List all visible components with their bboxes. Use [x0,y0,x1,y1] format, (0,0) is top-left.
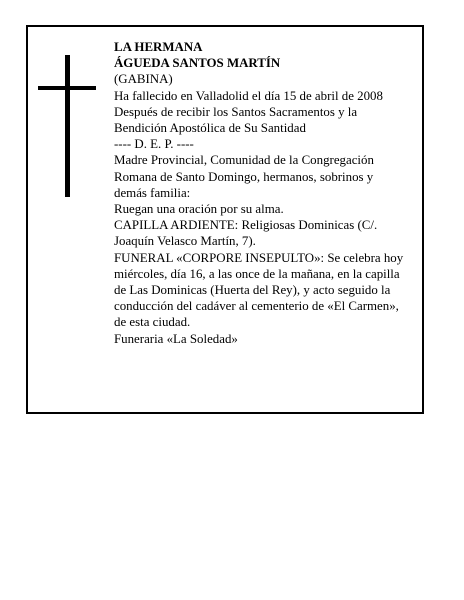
family-line-3: demás familia: [114,185,191,200]
family-line-1: Madre Provincial, Comunidad de la Congregación [114,153,374,168]
obituary-text [114,39,420,347]
funeral-line-3: de Las Dominicas (Huerta del Rey), y acto seguido la [114,283,391,298]
funeral-line-2: miércoles, día 16, a las once de la mañana, en la capilla [114,266,400,281]
death-date-line: Ha fallecido en Valladolid el día 15 de abril de 2008 [114,88,383,103]
chapel-line-1: CAPILLA ARDIENTE: Religiosas Dominicas (C/. [114,218,378,233]
cross-horizontal-bar [38,86,96,90]
cross-icon [38,55,96,197]
sacraments-line-2: Bendición Apostólica de Su Santidad [114,121,306,136]
cross-vertical-bar [65,55,70,197]
prayer-request-line: Ruegan una oración por su alma. [114,202,284,217]
funeral-line-1: FUNERAL «CORPORE INSEPULTO»: Se celebra hoy [114,250,404,265]
family-line-2: Romana de Santo Domingo, hermanos, sobrinos y [114,169,374,184]
sacraments-line-1: Después de recibir los Santos Sacramentos y la [114,104,358,119]
deceased-alias: (GABINA) [114,72,173,87]
funeral-line-5: de esta ciudad. [114,315,191,330]
chapel-line-2: Joaquín Velasco Martín, 7). [114,234,256,249]
deceased-name: ÁGUEDA SANTOS MARTÍN [114,56,281,71]
rip-line: ---- D. E. P. ---- [114,137,194,152]
funeral-line-4: conducción del cadáver al cementerio de «El Carmen», [114,299,399,314]
notice-heading: LA HERMANA [114,40,203,54]
funeral-home-line: Funeraria «La Soledad» [114,331,238,346]
